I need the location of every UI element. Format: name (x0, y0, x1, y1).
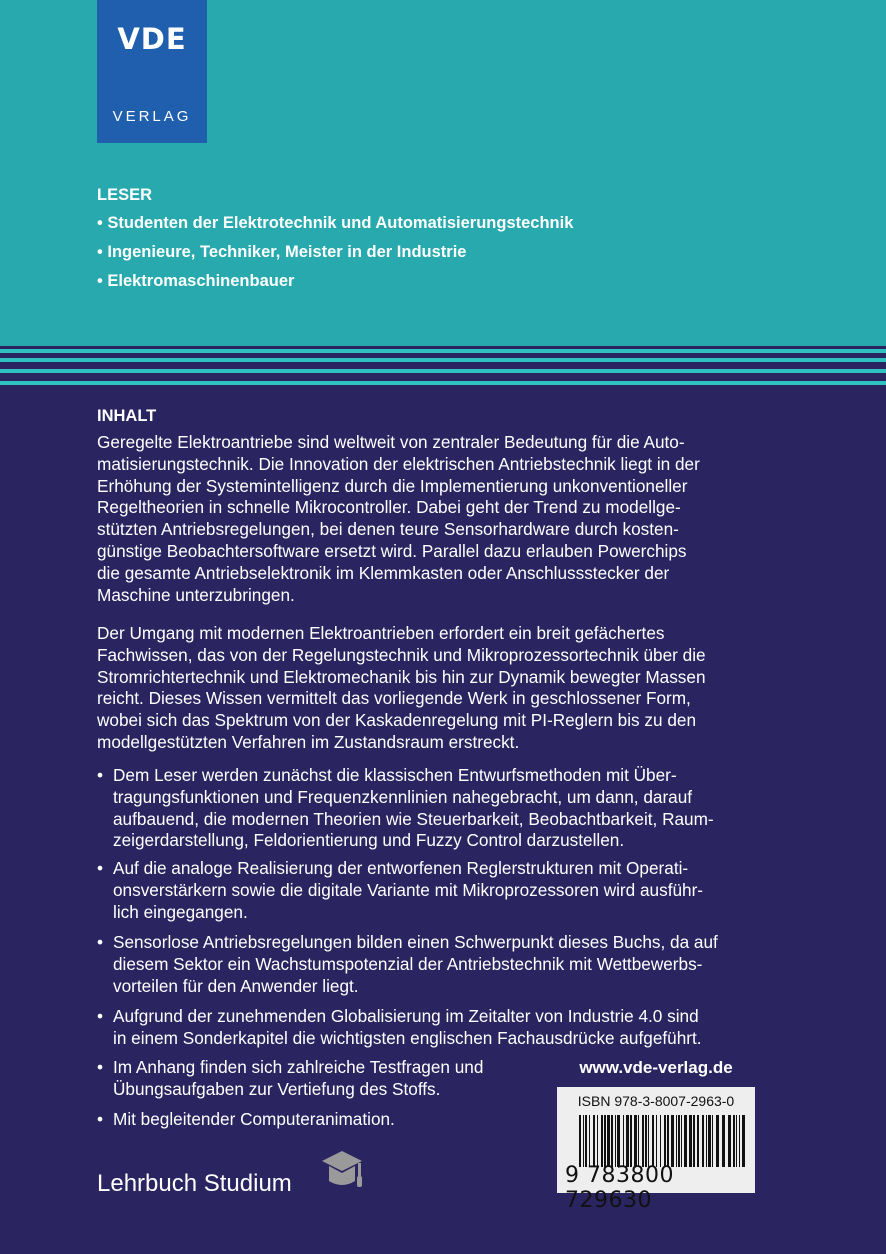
barcode-bar (733, 1115, 735, 1167)
barcode-bar (702, 1115, 704, 1167)
text-line: Übungsaufgaben zur Vertiefung des Stoffs. (113, 1078, 441, 1099)
list-item (97, 1109, 395, 1131)
text-line: wobei sich das Spektrum von der Kaskadenregelung mit PI-Reglern bis zu den (97, 710, 697, 731)
bullet-icon: • (97, 765, 104, 785)
barcode-bar (611, 1115, 613, 1167)
logo-sub: VERLAG (112, 108, 192, 125)
vde-verlag-logo (97, 0, 207, 143)
series-label: Lehrbuch Studium (97, 1170, 292, 1197)
graduation-cap-icon (318, 1147, 368, 1197)
barcode-bar (706, 1115, 707, 1167)
list-item (97, 765, 714, 852)
text-line: Im Anhang finden sich zahlreiche Testfragen und (113, 1057, 484, 1077)
barcode-bar (671, 1115, 674, 1167)
barcode-bar (634, 1115, 637, 1167)
barcode-bar (689, 1115, 692, 1167)
list-item (97, 1006, 702, 1050)
barcode-bar (607, 1115, 610, 1167)
barcode-bar (681, 1115, 682, 1167)
leser-item: • Ingenieure, Techniker, Meister in der Industrie (97, 243, 467, 261)
bullet-icon: • (97, 1006, 104, 1026)
barcode-bar (676, 1115, 677, 1167)
barcode-bar (697, 1115, 699, 1167)
text-line: die gesamte Antriebselektronik im Klemmkasten oder Anschlussstecker der (97, 562, 670, 583)
barcode-bar (593, 1115, 595, 1167)
barcode-bar (684, 1115, 687, 1167)
barcode-bar (739, 1115, 740, 1167)
text-line: Mit begleitender Computeranimation. (113, 1109, 395, 1129)
text-line: Fachwissen, das von der Regelungstechnik und Mikroprozessortechnik über die (97, 644, 706, 665)
paragraph-2 (97, 623, 706, 754)
text-line: in einem Sonderkapitel die wichtigsten englischen Fachausdrücke aufgeführt. (113, 1027, 702, 1048)
barcode-bar (642, 1115, 644, 1167)
leser-heading: LESER (97, 186, 153, 204)
barcode-bar (742, 1115, 745, 1167)
paragraph-1 (97, 432, 700, 606)
barcode-digits: 9 783800 729630 (565, 1163, 674, 1213)
leser-item: • Elektromaschinenbauer (97, 272, 295, 290)
bullet-icon: • (97, 932, 104, 952)
barcode-bar (617, 1115, 620, 1167)
text-line: diesem Sektor ein Wachstumspotenzial der Antriebstechnik mit Wettbewerbs- (113, 953, 703, 974)
inhalt-heading: INHALT (97, 407, 157, 425)
text-line: Dem Leser werden zunächst die klassischen Entwurfsmethoden mit Über- (113, 765, 677, 785)
barcode-bar (652, 1115, 654, 1167)
barcode-bar (597, 1115, 598, 1167)
list-item (97, 932, 718, 997)
list-item (97, 1057, 483, 1101)
text-line: Stromrichtertechnik und Elektromechanik bis hin zur Dynamik bewegter Massen (97, 666, 706, 687)
barcode-bar (623, 1115, 624, 1167)
text-line: reicht. Dieses Wissen vermittelt das vorliegende Werk in geschlossener Form, (97, 688, 691, 709)
text-line: Aufgrund der zunehmenden Globalisierung im Zeitalter von Industrie 4.0 sind (113, 1006, 699, 1026)
barcode-bar (630, 1115, 632, 1167)
barcode-bar (615, 1115, 616, 1167)
barcode-bar (660, 1115, 661, 1167)
text-line: lich eingegangen. (113, 901, 248, 922)
text-line: Der Umgang mit modernen Elektroantrieben erfordert ein breit gefächertes (97, 623, 665, 643)
barcode-bar (579, 1115, 581, 1167)
bullet-icon: • (97, 858, 104, 878)
text-line: stützten Antriebsregelungen, bei denen teure Sensorhardware durch kosten- (97, 519, 679, 540)
barcode-bar (589, 1115, 590, 1167)
barcode (557, 1087, 755, 1213)
bullet-icon: • (97, 1057, 104, 1077)
leser-item: • Studenten der Elektrotechnik und Automatisierungstechnik (97, 214, 574, 232)
barcode-bar (626, 1115, 629, 1167)
barcode-bar (645, 1115, 647, 1167)
barcode-bar (585, 1115, 587, 1167)
text-line: modellgestützten Verfahren im Zustandsraum erstreckt. (97, 731, 520, 752)
barcode-bar (638, 1115, 639, 1167)
barcode-bar (728, 1115, 731, 1167)
barcode-bar (648, 1115, 649, 1167)
barcode-bar (722, 1115, 725, 1167)
barcode-bar (678, 1115, 680, 1167)
text-line: onsverstärkern sowie die digitale Variante mit Mikroprozessoren wird ausführ- (113, 879, 704, 900)
barcode-bar (656, 1115, 657, 1167)
logo-brand: VDE (117, 22, 187, 56)
text-line: Geregelte Elektroantriebe sind weltweit von zentraler Bedeutung für die Auto- (97, 432, 685, 452)
barcode-bar (712, 1115, 713, 1167)
barcode-bar (601, 1115, 603, 1167)
text-line: Maschine unterzubringen. (97, 584, 295, 605)
text-line: tragungsfunktionen und Frequenzkennlinien nahegebracht, um dann, darauf (113, 786, 693, 807)
text-line: matisierungstechnik. Die Innovation der elektrischen Antriebstechnik liegt in der (97, 453, 700, 474)
list-item (97, 858, 703, 923)
text-line: Regeltheorien in schnelle Mikrocontroller. Dabei geht der Trend zu modellge- (97, 497, 681, 518)
barcode-bar (604, 1115, 606, 1167)
text-line: aufbauend, die modernen Theorien wie Steuerbarkeit, Beobachtbarkeit, Raum- (113, 808, 714, 829)
barcode-bar (716, 1115, 719, 1167)
text-line: vorteilen für den Anwender liegt. (113, 975, 359, 996)
text-line: Sensorlose Antriebsregelungen bilden einen Schwerpunkt dieses Buchs, da auf (113, 932, 718, 952)
text-line: günstige Beobachtersoftware ersetzt wird. Parallel dazu erlauben Powerchips (97, 540, 687, 561)
bullet-icon: • (97, 1109, 104, 1129)
text-line: Auf die analoge Realisierung der entworfenen Reglerstrukturen mit Operati- (113, 858, 689, 878)
barcode-bar (667, 1115, 669, 1167)
website-url[interactable]: www.vde-verlag.de (579, 1058, 733, 1077)
text-line: Erhöhung der Systemintelligenz durch die Implementierung unkonventioneller (97, 475, 688, 496)
barcode-bar (583, 1115, 584, 1167)
isbn-text: ISBN 978-3-8007-2963-0 (577, 1093, 735, 1109)
barcode-bar (708, 1115, 711, 1167)
barcode-bar (736, 1115, 737, 1167)
text-line: zeigerdarstellung, Feldorientierung und Fuzzy Control darzustellen. (113, 830, 625, 851)
barcode-bar (693, 1115, 695, 1167)
barcode-bar (664, 1115, 666, 1167)
